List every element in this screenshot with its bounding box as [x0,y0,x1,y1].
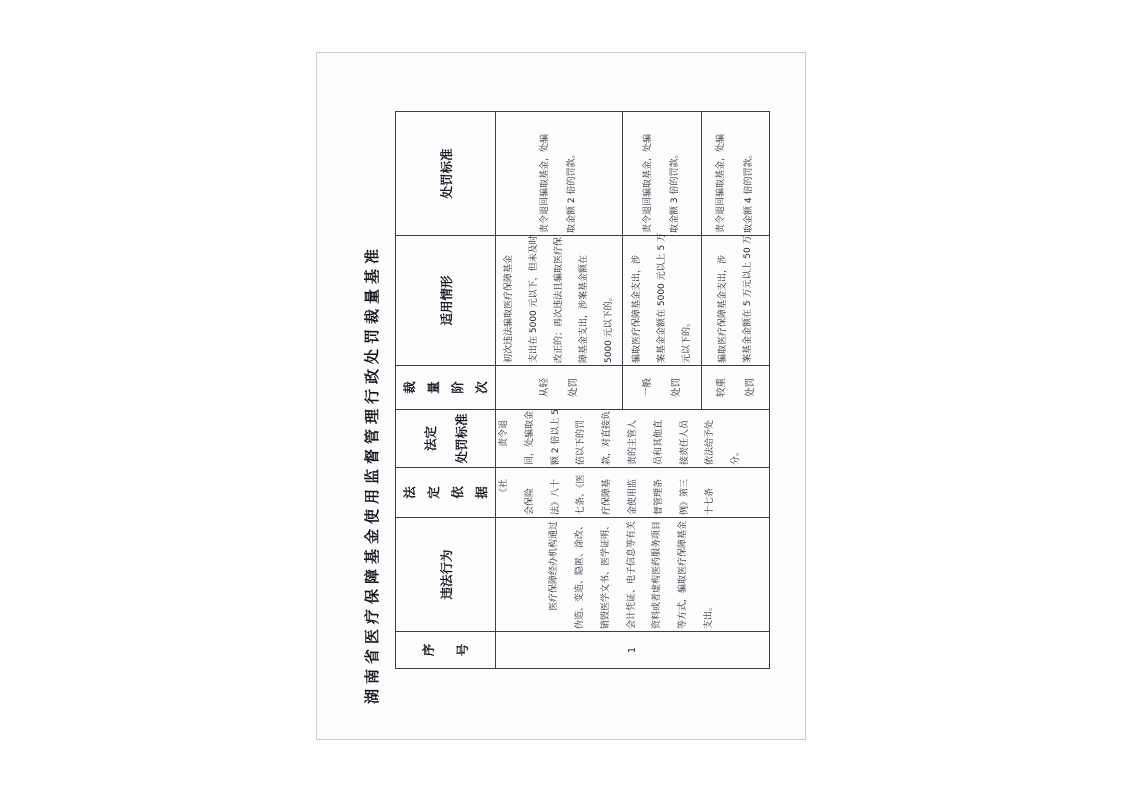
table-row [496,112,623,669]
cell-legal-basis [496,468,770,518]
header-cell-violation [396,518,496,632]
text-line: 医疗保障经办机构通过 [549,520,560,611]
text-line: 取金额 2 倍的罚款。 [567,149,577,233]
text-line: 法》八十 [550,478,561,515]
cell-discretion-level [623,366,702,410]
text-line: 法定 [422,426,438,452]
text-line: 资料或者虚构医药服务项目 [652,520,663,629]
text-line: 接责任人员 [679,419,690,465]
text-line: 初次违法骗取医疗保障基金 [503,254,514,363]
header-cell-no [396,632,496,669]
text-line: 款，对直接负 [602,410,613,465]
discretion-level-text [707,368,765,407]
text-line: 七条、《医 [576,474,587,515]
header-label-penalty-standard: 处罚标准 [438,148,454,199]
cell-statutory-penalty [496,410,770,468]
text-line: 案基金金额在 5000 元以上 5 万 [656,232,667,363]
text-line: 处罚 [744,378,756,398]
text-line: 支出在 5000 元以下，但未及时 [528,235,539,363]
document-page [316,52,806,740]
statutory-penalty-text [492,408,750,465]
text-line: 责令退回骗取基金，处骗 [642,133,653,233]
text-line: 例》第三 [679,478,690,515]
text-line: 依法给予处 [705,419,716,465]
text-line: 会计凭证、电子信息等有关 [626,520,637,629]
text-line: 会保险 [524,487,535,515]
text-line: 元以下的。 [681,317,692,363]
document-title: 湖南省医疗保障基金使用监督管理行政处罚裁量基准 [363,243,381,704]
penalty-discretion-table [395,111,770,669]
text-line: 回，处骗取金 [524,410,535,465]
penalty-standard-text [708,114,763,233]
discretion-level-text [530,368,588,407]
text-line: 等方式，骗取医疗保障基金 [678,520,689,629]
header-label-violation: 违法行为 [438,549,454,600]
header-label-applicable-circumstances: 适用情形 [438,275,454,326]
text-line: 分。 [731,446,742,465]
text-line: 处罚 [671,378,682,398]
discretion-level-text [633,368,691,407]
text-line: 员和其他直 [653,419,664,465]
text-line: 处罚标准 [453,413,469,464]
text-line: 责令退回骗取基金，处骗 [716,133,726,233]
text-line: 较重 [715,378,727,398]
penalty-standard-text [635,114,690,233]
text-line: 责令退 [499,419,509,447]
cell-penalty-standard [702,112,770,236]
header-cell-applicable-circumstances [396,236,496,366]
cell-applicable-circumstances [702,236,770,366]
row-number: 1 [627,646,638,654]
text-line: 责的主管人 [627,419,638,465]
header-cell-legal-basis [396,468,496,518]
text-line: 额 2 倍以上 5 [550,408,561,465]
header-label-legal-basis: 法定依据 [401,486,489,499]
text-line: 《社 [499,478,509,497]
cell-discretion-level [702,366,770,410]
text-line: 改正的；再次违法且骗取医疗保 [553,236,564,363]
text-line: 障基金支出，涉案基金额在 [578,254,589,363]
header-label-discretion-level: 裁量阶次 [401,381,489,394]
text-line: 销毁医学文书、医学证明、 [600,520,611,629]
cell-discretion-level [496,366,623,410]
circumstances-text [497,235,622,363]
text-line: 伪造、变造、隐匿、涂改、 [575,520,585,629]
text-line: 案基金金额在 5 万元以上 50 万 [742,235,753,363]
text-line: 倍以下的罚 [576,419,587,465]
cell-applicable-circumstances [623,232,702,366]
text-line: 金使用监 [627,478,638,515]
legal-basis-text [492,470,724,515]
header-cell-penalty-standard [396,112,496,236]
text-line: 支出。 [703,601,714,629]
text-line: 疗保障基 [602,478,613,515]
text-line: 处罚 [568,378,579,398]
header-label-statutory-penalty [415,412,477,465]
text-line: 从轻 [539,378,550,398]
circumstances-text [711,235,761,363]
cell-violation [496,518,770,632]
circumstances-text [625,232,700,363]
text-line: 取金额 4 倍的罚款。 [743,149,754,233]
text-line: 十七条 [705,487,716,515]
text-line: 一般 [642,378,653,398]
cell-no [496,632,770,669]
text-line: 骗取医疗保障基金支出，涉 [631,254,642,363]
header-cell-statutory-penalty [396,410,496,468]
text-line: 督管理条 [653,478,664,515]
header-cell-discretion-level [396,366,496,410]
cell-applicable-circumstances [496,236,623,366]
violation-text [542,520,723,629]
text-line: 取金额 3 倍的罚款。 [670,149,680,233]
text-line: 骗取医疗保障基金支出，涉 [717,254,728,363]
table-header-row [396,112,496,669]
penalty-standard-text [532,114,587,233]
cell-penalty-standard [623,112,702,236]
text-line: 5000 元以下的。 [603,292,614,363]
text-line: 责令退回骗取基金，处骗 [539,133,550,233]
cell-penalty-standard [496,112,623,236]
header-label-no: 序号 [420,643,470,657]
